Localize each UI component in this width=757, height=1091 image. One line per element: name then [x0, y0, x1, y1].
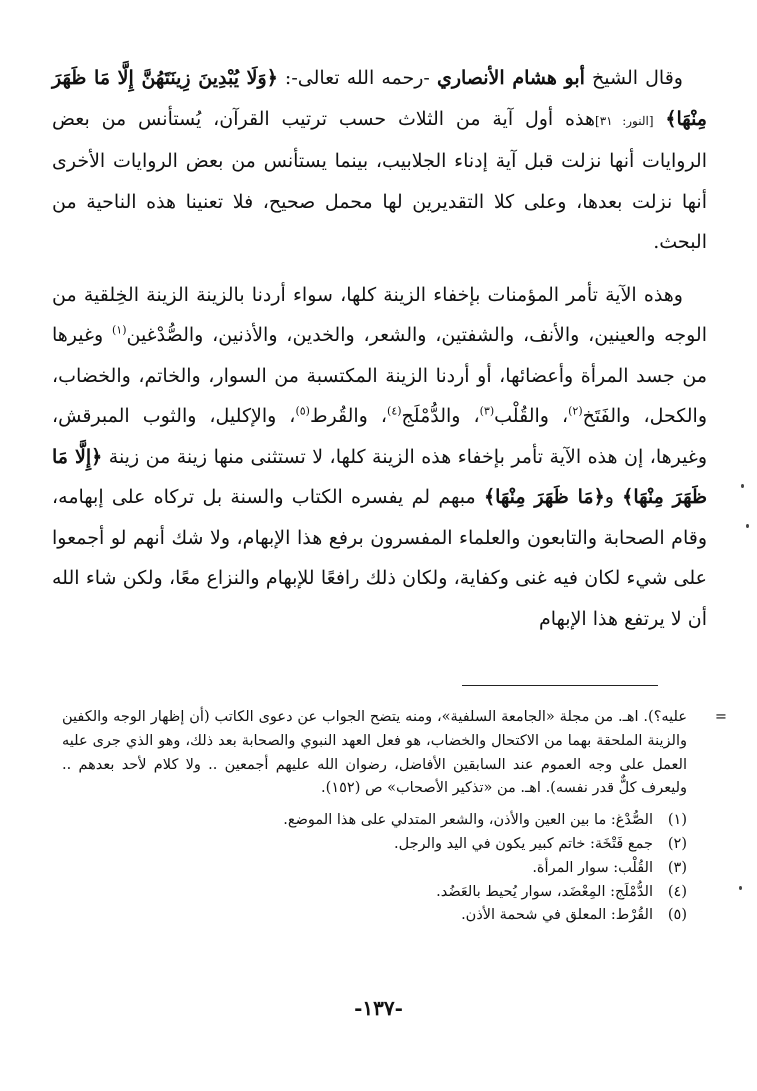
quran-brace-open-2: ﴿	[91, 445, 103, 468]
footnote-item	[62, 857, 687, 881]
p2-part-6: ، والإكليل، والثوب المبرقش، وغيرها، إن هذه الآية تأمر بإخفاء هذه الزينة كلها، لا تستثنى منها زينة من زينة	[52, 405, 707, 468]
continuation-mark: =	[714, 709, 727, 725]
p2-part-1: وهذه الآية تأمر المؤمنات بإخفاء الزينة كلها، سواء أردنا بالزينة الزينة الخِلقية من الوجه والعينين، والأنف، والشفتين، والشعر، والخدين، والأذنين، والصُّدْغين	[52, 283, 708, 346]
footnote-ref-2: (٢)	[568, 404, 583, 418]
footnote-text: جمع فَتْخَة: خاتم كبير يكون في اليد والرجل.	[393, 835, 653, 852]
quran-brace-open-3: ﴿	[593, 486, 605, 508]
footnote-item	[62, 809, 687, 833]
p2-part-3: ، والقُلْب	[494, 405, 569, 427]
footnote-ref-4: (٤)	[387, 404, 402, 418]
footnote-text: الصُّدْغ: ما بين العين والأذن، والشعر المتدلي على هذا الموضع.	[283, 812, 653, 829]
paragraph-1-body: هذه أول آية من الثلاث حسب ترتيب القرآن، يُستأنس من بعض الروايات أنها نزلت قبل آية إدناء الجلابيب، بينما يستأنس من بعض الروايات الأخرى أنها نزلت بعدها، وعلى كلا التقديرين لها محمل صحيح، فلا تعنينا هذه الناحية من البحث.	[52, 107, 707, 253]
footnote-continuation	[62, 706, 727, 801]
main-text	[52, 58, 707, 639]
author-name: أبو هشام الأنصاري	[436, 67, 585, 89]
footnote-ref-1: (١)	[111, 323, 127, 337]
footnote-list	[62, 809, 687, 928]
p2-part-7: مبهم لم يفسره الكتاب والسنة بل تركاه على إبهامه، وقام الصحابة والتابعون والعلماء المفسرون برفع هذا الإبهام، ولا شك أنهم لو أجمعوا على شيء لكان فيه غنى وكفاية، ولكان ذلك رافعًا للإبهام والنزاع معًا، ولكن شاء الله أن لا يرتفع هذا الإبهام	[52, 486, 707, 630]
footnote-text: القُلْب: سوار المرأة.	[532, 859, 653, 876]
p2-part-4: ، والدُّمْلَج	[401, 405, 480, 427]
quran-phrase-2: مَا ظَهَرَ مِنْهَا	[495, 486, 594, 508]
verse-reference: [النور: ٣١]	[595, 113, 654, 128]
continuation-text: عليه؟). اهـ. من مجلة «الجامعة السلفية»، ومنه يتضح الجواب عن دعوى الكاتب (أن إظهار الوجه والكفين والزينة الملحقة بهما من الاكتحال والخضاب، هو فعل العهد النبوي والصحابة بعد ذلك، وهو الذي جرى عليه العمل على وجه العموم عند السابقين الأفاضل، رضوان الله عليهم أجمعين .. ولا كلام لأحد بعدهم .. وليعرف كلٌّ قدر نفسه). اهـ. من «تذكير الأصحاب» ص (١٥٢).	[62, 709, 687, 797]
quran-verse: وَلَا يُبْدِينَ زِينَتَهُنَّ إِلَّا مَا ظَهَرَ مِنْهَا	[52, 67, 707, 130]
footnote-ref-5: (٥)	[295, 404, 310, 418]
footnote-divider	[462, 685, 658, 686]
conjunction: و	[604, 486, 623, 508]
footnote-number: (٣)	[667, 859, 687, 876]
footnote-item	[62, 881, 687, 905]
scan-speck	[746, 524, 749, 528]
footnotes-section	[62, 706, 727, 928]
footnote-number: (٢)	[667, 835, 687, 852]
footnote-number: (٥)	[667, 907, 687, 924]
scan-speck	[739, 886, 742, 890]
footnote-text: الدُّمْلَج: المِعْضَد، سوار يُحيط بالعَضُد.	[436, 883, 653, 900]
quran-brace-close-3: ﴾	[483, 486, 496, 508]
quran-brace-open: ﴿	[266, 67, 278, 89]
page-number: -١٣٧-	[354, 996, 403, 1020]
quran-brace-close-2: ﴾	[622, 486, 634, 508]
footnote-ref-3: (٣)	[479, 404, 495, 418]
footnote-item	[62, 904, 687, 928]
scan-speck	[741, 484, 744, 488]
footnote-number: (٤)	[667, 883, 687, 900]
p2-part-5: ، والقُرط	[309, 405, 388, 427]
footnote-item	[62, 833, 687, 857]
footnote-text: القُرْط: المعلق في شحمة الأذن.	[461, 907, 653, 924]
author-honorific: -رحمه الله تعالى-:	[284, 67, 430, 89]
quran-phrase-1: إِلَّا مَا ظَهَرَ مِنْهَا	[52, 445, 707, 508]
paragraph-1	[52, 58, 707, 263]
footnote-number: (١)	[667, 812, 687, 829]
quran-brace-close: ﴾	[665, 107, 677, 130]
intro-text: وقال الشيخ	[592, 67, 683, 89]
paragraph-2	[52, 275, 707, 640]
p2-part-2: وغيرها من جسد المرأة وأعضائها، أو أردنا الزينة المكتسبة من السوار، والخاتم، والخضاب، والكحل، والفَتَخ	[52, 324, 707, 427]
